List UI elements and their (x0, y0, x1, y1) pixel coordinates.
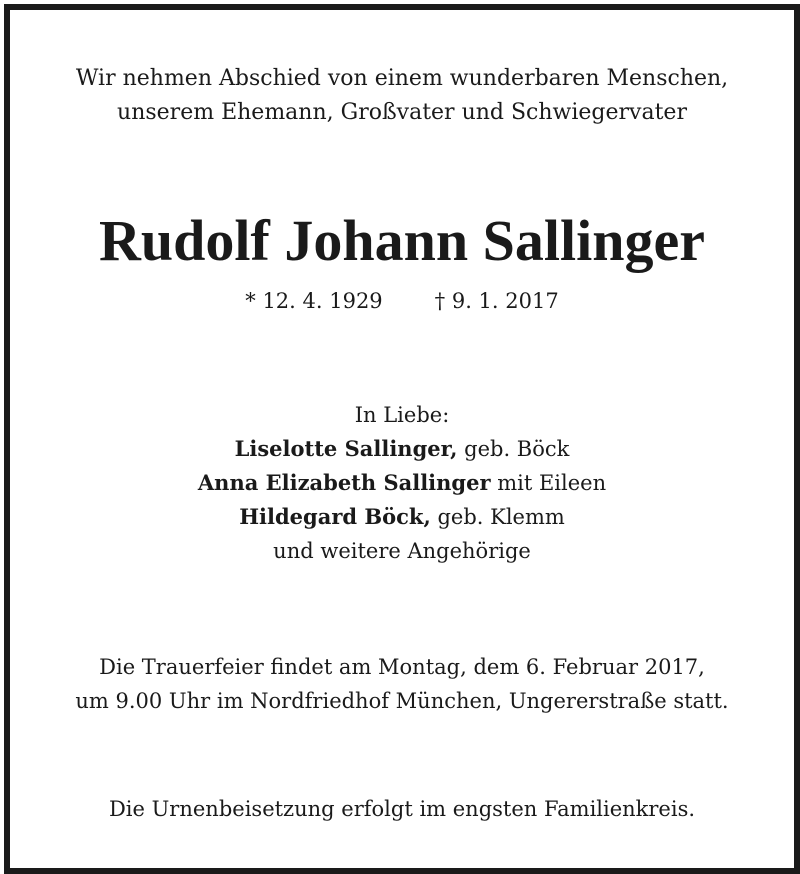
funeral-service-info (10, 650, 794, 718)
birth-date: * 12. 4. 1929 (245, 289, 383, 313)
burial-text: Die Urnenbeisetzung erfolgt im engsten Familienkreis. (108, 797, 696, 821)
mourner-suffix: geb. Klemm (430, 505, 565, 529)
intro-line-1: Wir nehmen Abschied von einem wunderbaren Menschen, (75, 66, 729, 91)
burial-info (10, 792, 794, 826)
service-line-2: um 9.00 Uhr im Nordfriedhof München, Ungererstraße statt. (75, 689, 729, 713)
mourner-entry (10, 432, 794, 466)
mourner-suffix: geb. Böck (457, 437, 570, 461)
obituary-notice (4, 4, 800, 874)
death-date: † 9. 1. 2017 (434, 289, 559, 313)
service-line-1: Die Trauerfeier findet am Montag, dem 6. Februar 2017, (99, 655, 705, 679)
mourner-entry (10, 466, 794, 500)
mourners-heading: In Liebe: (354, 403, 450, 427)
life-dates (10, 286, 794, 316)
intro-line-2: unserem Ehemann, Großvater und Schwiegervater (117, 100, 687, 125)
mourner-name: Anna Elizabeth Sallinger (197, 470, 491, 495)
mourner-suffix: mit Eileen (490, 471, 607, 495)
intro-text (10, 62, 794, 130)
mourners-list (10, 398, 794, 568)
deceased-name: Rudolf Johann Sallinger (99, 208, 705, 273)
mourner-name: Liselotte Sallinger, (234, 436, 458, 461)
mourner-name: Hildegard Böck, (239, 504, 431, 529)
mourner-entry (10, 500, 794, 534)
mourners-closing: und weitere Angehörige (273, 539, 531, 563)
